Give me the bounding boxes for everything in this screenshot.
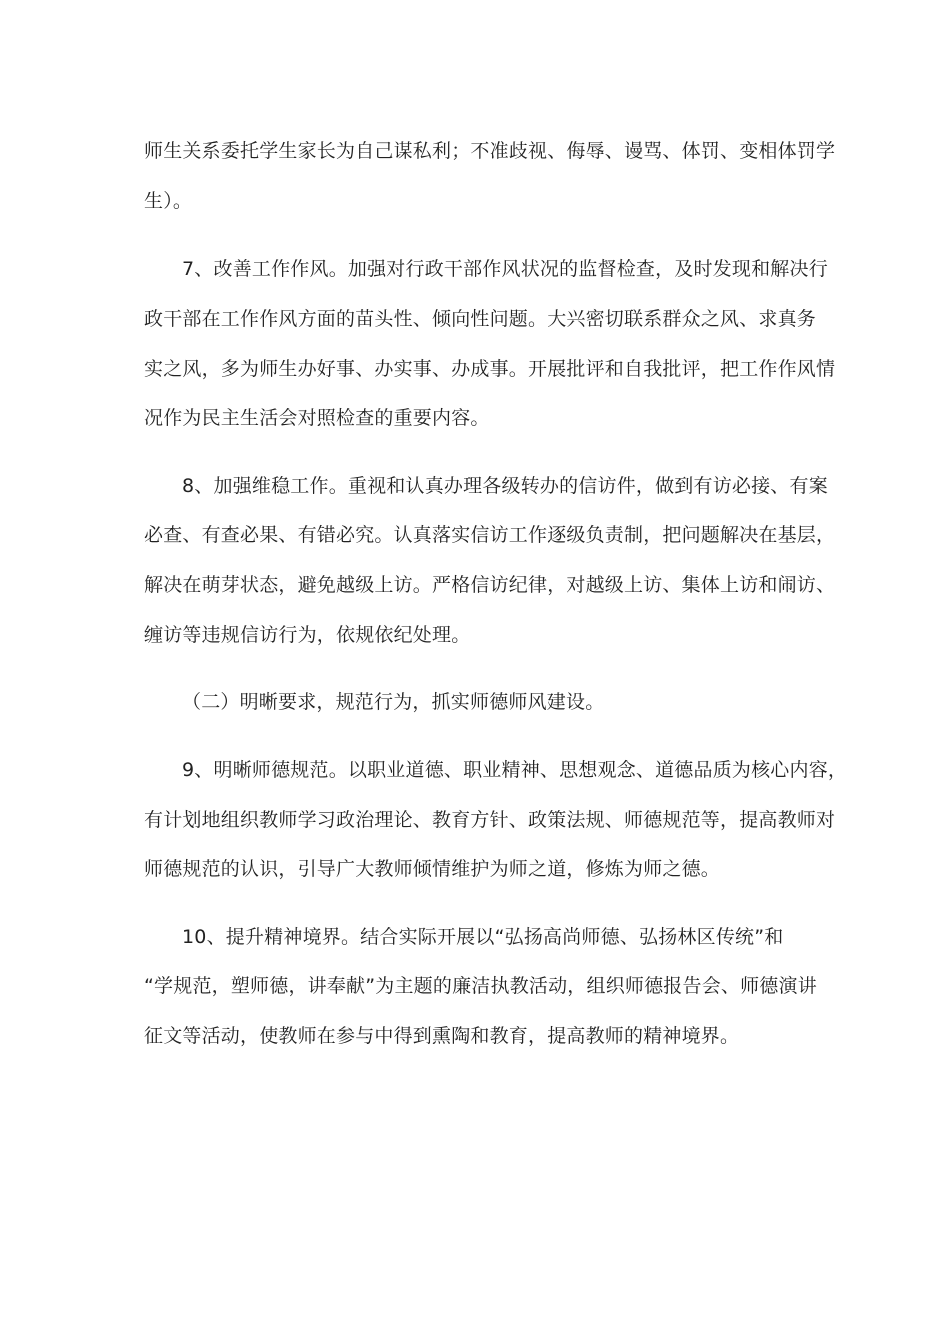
paragraph-line: 解决在萌芽状态，避免越级上访。严格信访纪律，对越级上访、集体上访和闹访、 — [144, 574, 836, 596]
paragraph-line: 有计划地组织教师学习政治理论、教育方针、政策法规、师德规范等，提高教师对 — [144, 809, 836, 831]
paragraph-line: 生）。 — [144, 190, 193, 212]
paragraph-line: 8、加强维稳工作。重视和认真办理各级转办的信访件，做到有访必接、有案 — [182, 475, 828, 497]
paragraph-line: 缠访等违规信访行为，依规依纪处理。 — [144, 624, 471, 646]
paragraph-line: 况作为民主生活会对照检查的重要内容。 — [144, 407, 490, 429]
paragraph-line: 政干部在工作作风方面的苗头性、倾向性问题。大兴密切联系群众之风、求真务 — [144, 308, 817, 330]
paragraph-line: 7、改善工作作风。加强对行政干部作风状况的监督检查，及时发现和解决行 — [182, 258, 828, 280]
paragraph-line: 师德规范的认识，引导广大教师倾情维护为师之道，修炼为师之德。 — [144, 858, 721, 880]
paragraph-line: 9、明晰师德规范。以职业道德、职业精神、思想观念、道德品质为核心内容， — [182, 759, 848, 781]
paragraph-line: 征文等活动，使教师在参与中得到熏陶和教育，提高教师的精神境界。 — [144, 1025, 740, 1047]
paragraph-line: 10、提升精神境界。结合实际开展以“弘扬高尚师德、弘扬林区传统”和 — [182, 926, 784, 948]
paragraph-line: 实之风，多为师生办好事、办实事、办成事。开展批评和自我批评，把工作作风情 — [144, 358, 836, 380]
paragraph-line: 师生关系委托学生家长为自己谋私利；不准歧视、侮辱、谩骂、体罚、变相体罚学 — [144, 140, 836, 162]
section-heading: （二）明晰要求，规范行为，抓实师德师风建设。 — [182, 691, 605, 713]
paragraph-line: 必查、有查必果、有错必究。认真落实信访工作逐级负责制，把问题解决在基层， — [144, 524, 836, 546]
paragraph-line: “学规范，塑师德，讲奉献”为主题的廉洁执教活动，组织师德报告会、师德演讲 — [144, 975, 817, 997]
